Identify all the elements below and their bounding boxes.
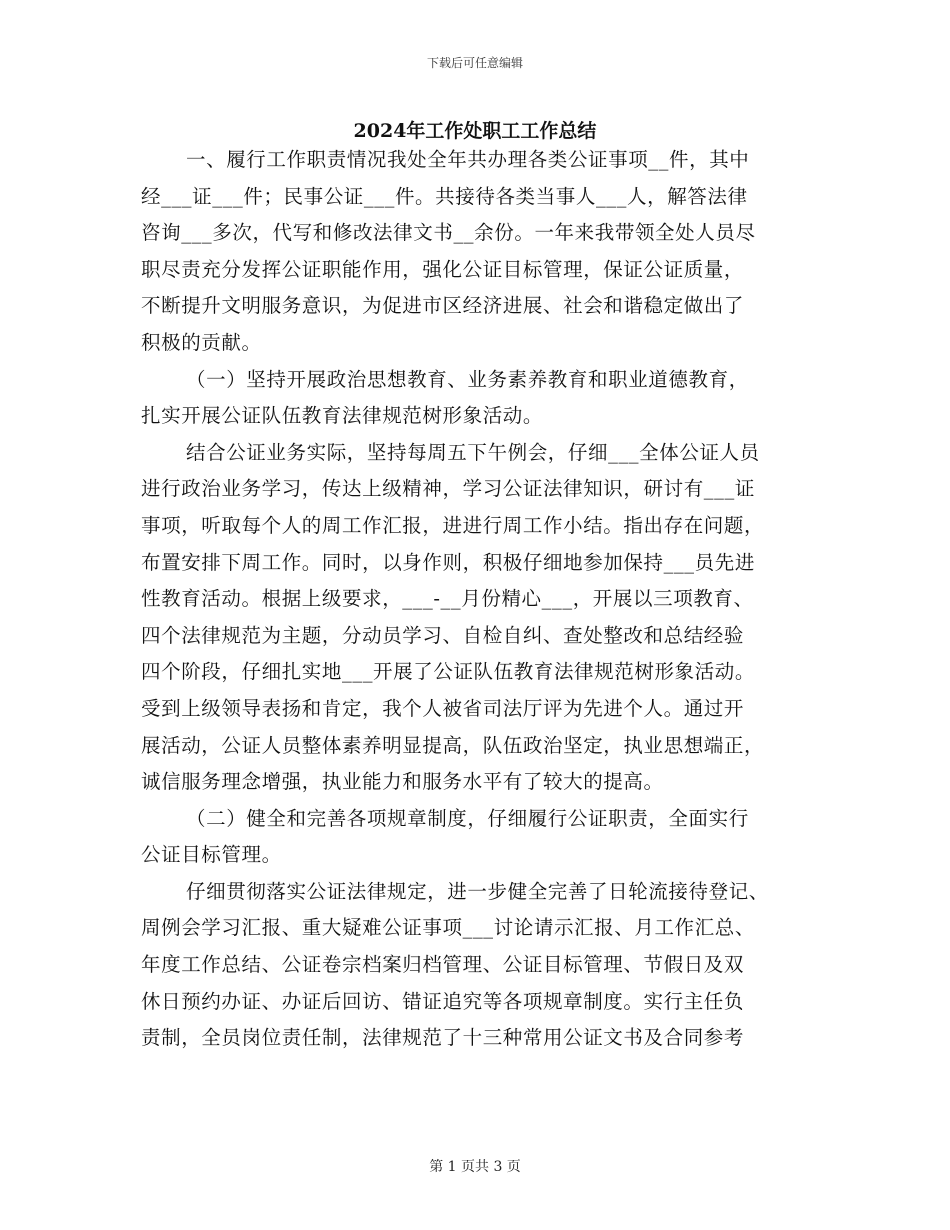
paragraph-line: 四个法律规范为主题，分动员学习、自检自纠、查处整改和总结经验: [141, 623, 745, 647]
paragraph-line: 休日预约办证、办证后回访、错证追究等各项规章制度。实行主任负: [141, 989, 745, 1013]
paragraph-line: 受到上级领导表扬和肯定，我个人被省司法厅评为先进个人。通过开: [141, 696, 745, 720]
paragraph-line: 经___证___件；民事公证___件。共接待各类当事人___人，解答法律: [141, 184, 748, 208]
paragraph-line: 布置安排下周工作。同时，以身作则，积极仔细地参加保持___员先进: [141, 550, 755, 574]
section-heading-line: （一）坚持开展政治思想教育、业务素养教育和职业道德教育，: [186, 367, 749, 391]
paragraph-line: 结合公证业务实际，坚持每周五下午例会，仔细___全体公证人员: [186, 440, 760, 464]
paragraph-line: 积极的贡献。: [141, 330, 262, 354]
paragraph-line: 责制，全员岗位责任制，法律规范了十三种常用公证文书及合同参考: [141, 1026, 745, 1050]
paragraph-line: 周例会学习汇报、重大疑难公证事项___讨论请示汇报、月工作汇总、: [141, 916, 755, 940]
paragraph-line: 进行政治业务学习，传达上级精神，学习公证法律知识，研讨有___证: [141, 477, 755, 501]
paragraph-line: 咨询___多次，代写和修改法律文书__余份。一年来我带领全处人员尽: [141, 221, 756, 245]
document-title: 2024年工作处职工工作总结: [353, 120, 597, 142]
paragraph-line: 仔细贯彻落实公证法律规定，进一步健全完善了日轮流接待登记、: [186, 879, 769, 903]
page-number-footer: 第 1 页共 3 页: [429, 1159, 521, 1175]
paragraph-line: 诚信服务理念增强，执业能力和服务水平有了较大的提高。: [141, 770, 664, 794]
paragraph-line: 职尽责充分发挥公证职能作用，强化公证目标管理，保证公证质量，: [141, 257, 745, 281]
header-note: 下载后可任意编辑: [426, 56, 523, 70]
paragraph-line: 展活动，公证人员整体素养明显提高，队伍政治坚定，执业思想端正，: [141, 733, 765, 757]
paragraph-line: 不断提升文明服务意识，为促进市区经济进展、社会和谐稳定做出了: [141, 294, 745, 318]
paragraph-line: 四个阶段，仔细扎实地___开展了公证队伍教育法律规范树形象活动。: [141, 660, 755, 684]
section-heading-line: 公证目标管理。: [141, 843, 282, 867]
paragraph-line: 年度工作总结、公证卷宗档案归档管理、公证目标管理、节假日及双: [141, 953, 745, 977]
document-body: [141, 142, 805, 1057]
section-heading-line: （二）健全和完善各项规章制度，仔细履行公证职责，全面实行: [186, 806, 749, 830]
paragraph-line: 一、履行工作职责情况我处全年共办理各类公证事项__件，其中: [186, 148, 750, 171]
paragraph-line: 事项，听取每个人的周工作汇报，进进行周工作小结。指出存在问题，: [141, 513, 765, 537]
section-heading-line: 扎实开展公证队伍教育法律规范树形象活动。: [141, 404, 544, 428]
paragraph-line: 性教育活动。根据上级要求，___-__月份精心___，开展以三项教育、: [141, 587, 754, 611]
